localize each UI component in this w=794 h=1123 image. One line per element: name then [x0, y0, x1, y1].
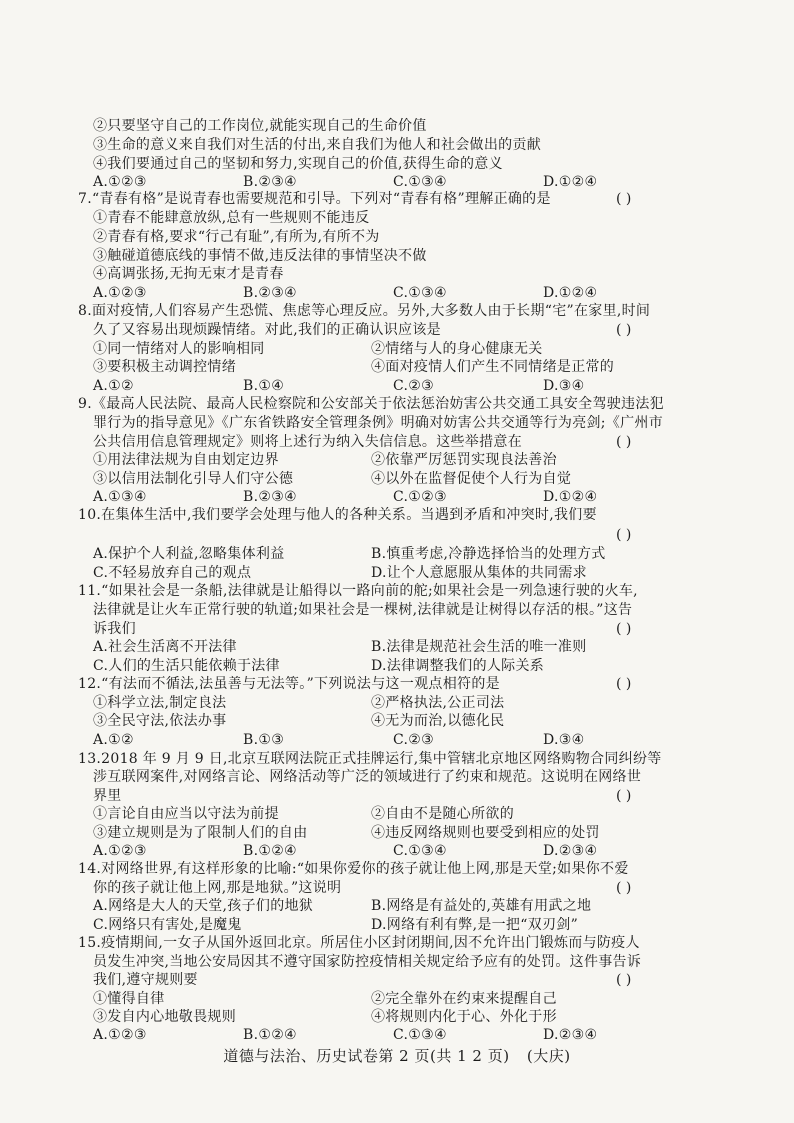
- footer-region: (大庆): [526, 1047, 571, 1065]
- q8-statement-4: ④面对疫情人们产生不同情绪是正常的: [371, 359, 615, 375]
- option-b: B.②③④: [243, 489, 297, 505]
- q9-stem-line-1: 9.《最高人民法院、最高人民检察院和公安部关于依法惩治妨害公共交通工具安全驾驶违法犯: [78, 396, 664, 412]
- q12-statement-2: ②严格执法,公正司法: [371, 695, 505, 711]
- option-a: A.保护个人利益,忽略集体利益: [93, 546, 285, 562]
- q7-statement-1: ①青春不能肆意放纵,总有一些规则不能违反: [93, 210, 370, 226]
- option-d: D.③④: [543, 378, 585, 394]
- option-b: B.慎重考虑,冷静选择恰当的处理方式: [371, 546, 606, 562]
- q7-statement-3: ③触碰道德底线的事情不做,违反法律的事情坚决不做: [93, 248, 427, 264]
- option-a: A.①②③: [93, 285, 147, 301]
- q9-statement-4: ④以外在监督促使个人行为自觉: [371, 471, 572, 487]
- option-a: A.网络是大人的天堂,孩子们的地狱: [93, 898, 314, 914]
- option-b: B.网络是有益处的,英雄有用武之地: [371, 898, 592, 914]
- q13-statement-3: ③建立规则是为了限制人们的自由: [93, 825, 308, 841]
- page-footer: [0, 1045, 794, 1066]
- option-c: C.人们的生活只能依赖于法律: [93, 658, 280, 674]
- option-b: B.②③④: [243, 285, 297, 301]
- q8-statement-1: ①同一情绪对人的影响相同: [93, 341, 265, 357]
- q6-options: [93, 173, 693, 191]
- q8-statements-row-2: [93, 358, 649, 376]
- q6-statement-3: ③生命的意义来自我们对生活的付出,来自我们为他人和社会做出的贡献: [93, 137, 542, 153]
- q13-statement-2: ②自由不是随心所欲的: [371, 806, 514, 822]
- option-a: A.①③④: [93, 489, 147, 505]
- q10-options-row-1: [93, 545, 649, 563]
- option-d: D.①②④: [543, 174, 598, 190]
- q8-stem-line-1: 8.面对疫情,人们容易产生恐慌、焦虑等心理反应。另外,大多数人由于长期“宅”在家里,时间: [78, 303, 651, 319]
- q14-answer-blank: ( ): [616, 880, 632, 896]
- q10-options-row-2: [93, 564, 649, 582]
- q15-statement-1: ①懂得自律: [93, 991, 165, 1007]
- option-c: C.①②③: [393, 489, 447, 505]
- q9-stem-line-3: 公共信用信息管理规定》则将上述行为纳入失信信息。这些举措意在: [93, 434, 522, 450]
- q13-statement-4: ④违反网络规则也要受到相应的处罚: [371, 825, 600, 841]
- q11-options-row-1: [93, 638, 649, 656]
- q9-answer-blank: ( ): [616, 434, 632, 450]
- q9-statement-3: ③以信用法制化引导人们守公德: [93, 471, 294, 487]
- option-c: C.①③④: [393, 1027, 447, 1043]
- q15-statements-row-2: [93, 1008, 649, 1026]
- q13-statements-row-1: [93, 805, 649, 823]
- option-d: D.②③④: [543, 1027, 598, 1043]
- q14-options-row-1: [93, 897, 649, 915]
- option-b: B.①②④: [243, 1027, 297, 1043]
- option-d: D.③④: [543, 732, 585, 748]
- q12-statements-row-2: [93, 712, 649, 730]
- q6-statement-2: ②只要坚守自己的工作岗位,就能实现自己的生命价值: [93, 118, 427, 134]
- q9-statement-1: ①用法律法规为自由划定边界: [93, 452, 279, 468]
- q13-stem-line-3: 界里: [93, 788, 122, 804]
- q7-answer-blank: ( ): [616, 191, 632, 207]
- q15-stem-line-1: 15.疫情期间,一女子从国外返回北京。所居住小区封闭期间,因不允许出门锻炼而与防疫人: [78, 935, 640, 951]
- option-d: D.②③④: [543, 843, 598, 859]
- option-c: C.②③: [393, 732, 434, 748]
- q9-stem-line-2: 罪行为的指导意见》《广东省铁路安全管理条例》明确对妨害公共交通等行为亮剑;《广州市: [93, 415, 664, 431]
- q15-options: [93, 1026, 693, 1044]
- q7-stem: 7.“青春有格”是说青春也需要规范和引导。下列对“青春有格”理解正确的是: [78, 191, 551, 207]
- q12-stem: 12.“有法而不循法,法虽善与无法等。”下列说法与这一观点相符的是: [78, 676, 500, 692]
- q7-options: [93, 284, 693, 302]
- q11-stem-line-2: 法律就是让火车正常行驶的轨道;如果社会是一棵树,法律就是让树得以存活的根。”这告: [93, 602, 633, 618]
- q13-stem-line-2: 涉互联网案件,对网络言论、网络活动等广泛的领域进行了约束和规范。这说明在网络世: [93, 769, 642, 785]
- q14-stem-line-1: 14.对网络世界,有这样形象的比喻:“如果你爱你的孩子就让他上网,那是天堂;如果你不爱: [78, 861, 629, 877]
- q11-answer-blank: ( ): [616, 621, 632, 637]
- option-c: C.网络只有害处,是魔鬼: [93, 917, 242, 933]
- q13-answer-blank: ( ): [616, 788, 632, 804]
- option-a: A.①②③: [93, 1027, 147, 1043]
- q15-statement-2: ②完全靠外在约束来提醒自己: [371, 991, 557, 1007]
- q12-statement-4: ④无为而治,以德化民: [371, 713, 505, 729]
- q6-statement-4: ④我们要通过自己的坚韧和努力,实现自己的价值,获得生命的意义: [93, 156, 503, 172]
- q15-statement-4: ④将规则内化于心、外化于形: [371, 1009, 557, 1025]
- q9-statement-2: ②依靠严厉惩罚实现良法善治: [371, 452, 557, 468]
- q11-options-row-2: [93, 657, 649, 675]
- option-b: B.①③: [243, 732, 285, 748]
- option-c: C.①③④: [393, 843, 447, 859]
- option-c: C.①③④: [393, 285, 447, 301]
- option-c: C.不轻易放弃自己的观点: [93, 565, 252, 581]
- q13-statements-row-2: [93, 824, 649, 842]
- q8-answer-blank: ( ): [616, 322, 632, 338]
- q14-options-row-2: [93, 916, 649, 934]
- option-a: A.社会生活离不开法律: [93, 639, 237, 655]
- option-d: D.①②④: [543, 489, 598, 505]
- q7-statement-4: ④高调张扬,无拘无束才是青春: [93, 266, 284, 282]
- q8-options: [93, 377, 693, 395]
- q15-stem-line-2: 员发生冲突,当地公安局因其不遵守国家防控疫情相关规定给予应有的处罚。这件事告诉: [93, 954, 642, 970]
- q10-answer-blank: ( ): [616, 527, 632, 543]
- q12-statement-3: ③全民守法,依法办事: [93, 713, 227, 729]
- option-c: C.①③④: [393, 174, 447, 190]
- q13-stem-line-1: 13.2018 年 9 月 9 日,北京互联网法院正式挂牌运行,集中管辖北京地区网络购物合同纠纷等: [78, 751, 662, 767]
- q8-statements-row-1: [93, 340, 649, 358]
- q8-statement-2: ②情绪与人的身心健康无关: [371, 341, 543, 357]
- q13-options: [93, 842, 693, 860]
- q12-options: [93, 731, 693, 749]
- option-d: D.网络有利有弊,是一把“双刃剑”: [371, 917, 579, 933]
- q9-statements-row-1: [93, 451, 649, 469]
- option-a: A.①②③: [93, 843, 147, 859]
- option-a: A.①②: [93, 378, 134, 394]
- q15-stem-line-3: 我们,遵守规则要: [93, 972, 198, 988]
- q7-statement-2: ②青春有格,要求“行己有耻”,有所为,有所不为: [93, 229, 380, 245]
- q15-answer-blank: ( ): [616, 972, 632, 988]
- q15-statements-row-1: [93, 990, 649, 1008]
- option-d: D.让个人意愿服从集体的共同需求: [371, 565, 587, 581]
- q13-statement-1: ①言论自由应当以守法为前提: [93, 806, 279, 822]
- option-b: B.法律是规范社会生活的唯一准则: [371, 639, 587, 655]
- q11-stem-line-3: 诉我们: [93, 621, 136, 637]
- q14-stem-line-2: 你的孩子就让他上网,那是地狱。”这说明: [93, 880, 342, 896]
- option-b: B.①②④: [243, 843, 297, 859]
- option-a: A.①②③: [93, 174, 147, 190]
- option-c: C.②③: [393, 378, 434, 394]
- q9-options: [93, 488, 693, 506]
- footer-title: 道德与法治、历史试卷第 2 页(共 1 2 页): [223, 1047, 510, 1065]
- option-d: D.法律调整我们的人际关系: [371, 658, 545, 674]
- q10-stem: 10.在集体生活中,我们要学会处理与他人的各种关系。当遇到矛盾和冲突时,我们要: [78, 507, 597, 523]
- option-d: D.①②④: [543, 285, 598, 301]
- q12-statements-row-1: [93, 694, 649, 712]
- q12-answer-blank: ( ): [616, 676, 632, 692]
- q11-stem-line-1: 11.“如果社会是一条船,法律就是让船得以一路向前的舵;如果社会是一列急速行驶的火车,: [78, 583, 638, 599]
- option-a: A.①②: [93, 732, 134, 748]
- q8-statement-3: ③要积极主动调控情绪: [93, 359, 236, 375]
- q9-statements-row-2: [93, 470, 649, 488]
- q8-stem-line-2: 久了又容易出现烦躁情绪。对此,我们的正确认识应该是: [93, 322, 441, 338]
- q15-statement-3: ③发自内心地敬畏规则: [93, 1009, 236, 1025]
- option-b: B.①④: [243, 378, 285, 394]
- q12-statement-1: ①科学立法,制定良法: [93, 695, 227, 711]
- option-b: B.②③④: [243, 174, 297, 190]
